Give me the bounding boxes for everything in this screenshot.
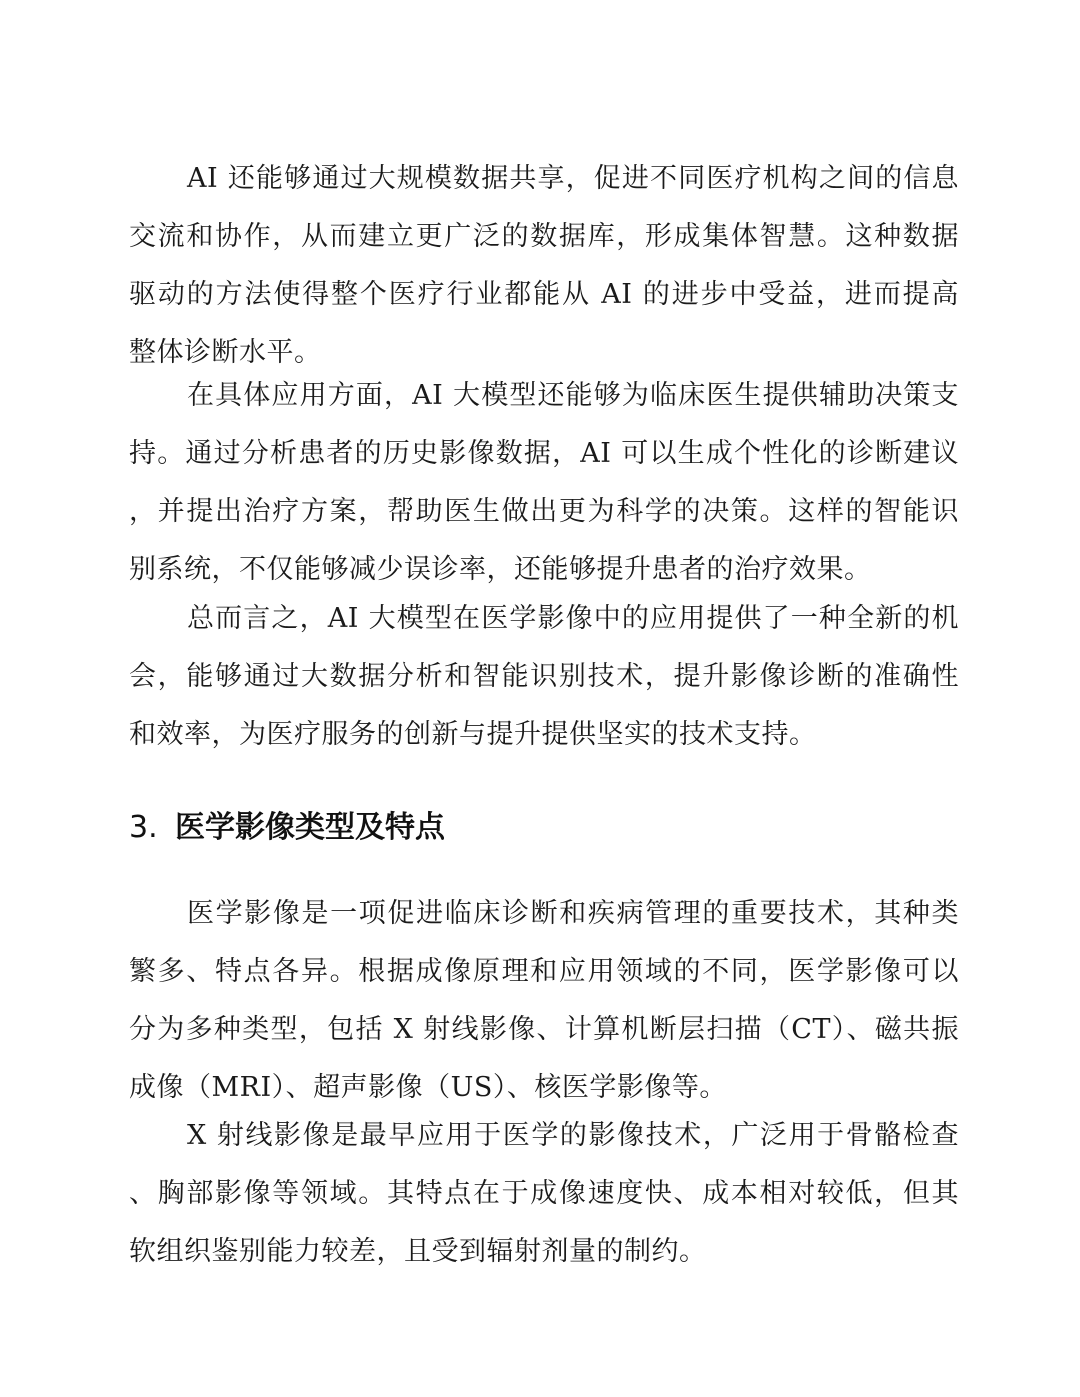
text-line: 在具体应用方面，AI 大模型还能够为临床医生提供辅助决策支: [187, 380, 959, 411]
text-line: ，并提出治疗方案，帮助医生做出更为科学的决策。这样的智能识: [129, 496, 959, 527]
paragraph-summary: [129, 590, 959, 764]
text-line: 持。通过分析患者的历史影像数据，AI 可以生成个性化的诊断建议: [129, 438, 959, 469]
section-title: 医学影像类型及特点: [175, 810, 445, 845]
paragraph-clinical-decision-support: [129, 367, 959, 599]
section-heading: [129, 800, 445, 856]
paragraph-ai-data-sharing: [129, 150, 959, 382]
text-line: 驱动的方法使得整个医疗行业都能从 AI 的进步中受益，进而提高: [129, 279, 959, 310]
text-line: 分为多种类型，包括 X 射线影像、计算机断层扫描（CT）、磁共振: [129, 1014, 959, 1045]
text-line: 别系统，不仅能够减少误诊率，还能够提升患者的治疗效果。: [129, 554, 872, 585]
text-line: X 射线影像是最早应用于医学的影像技术，广泛用于骨骼检查: [187, 1120, 959, 1151]
text-line: 整体诊断水平。: [129, 337, 322, 368]
section-number: 3.: [129, 810, 158, 845]
text-line: 会，能够通过大数据分析和智能识别技术，提升影像诊断的准确性: [129, 661, 959, 692]
text-line: 和效率，为医疗服务的创新与提升提供坚实的技术支持。: [129, 719, 817, 750]
text-line: 成像（MRI）、超声影像（US）、核医学影像等。: [129, 1072, 727, 1103]
paragraph-imaging-types: [129, 885, 959, 1117]
text-line: 、胸部影像等领域。其特点在于成像速度快、成本相对较低，但其: [129, 1178, 959, 1209]
text-line: 交流和协作，从而建立更广泛的数据库，形成集体智慧。这种数据: [129, 221, 959, 252]
text-line: 医学影像是一项促进临床诊断和疾病管理的重要技术，其种类: [187, 898, 959, 929]
text-line: AI 还能够通过大规模数据共享，促进不同医疗机构之间的信息: [187, 163, 959, 194]
text-line: 总而言之，AI 大模型在医学影像中的应用提供了一种全新的机: [187, 603, 959, 634]
text-line: 繁多、特点各异。根据成像原理和应用领域的不同，医学影像可以: [129, 956, 959, 987]
paragraph-xray: [129, 1107, 959, 1281]
text-line: 软组织鉴别能力较差，且受到辐射剂量的制约。: [129, 1236, 707, 1267]
